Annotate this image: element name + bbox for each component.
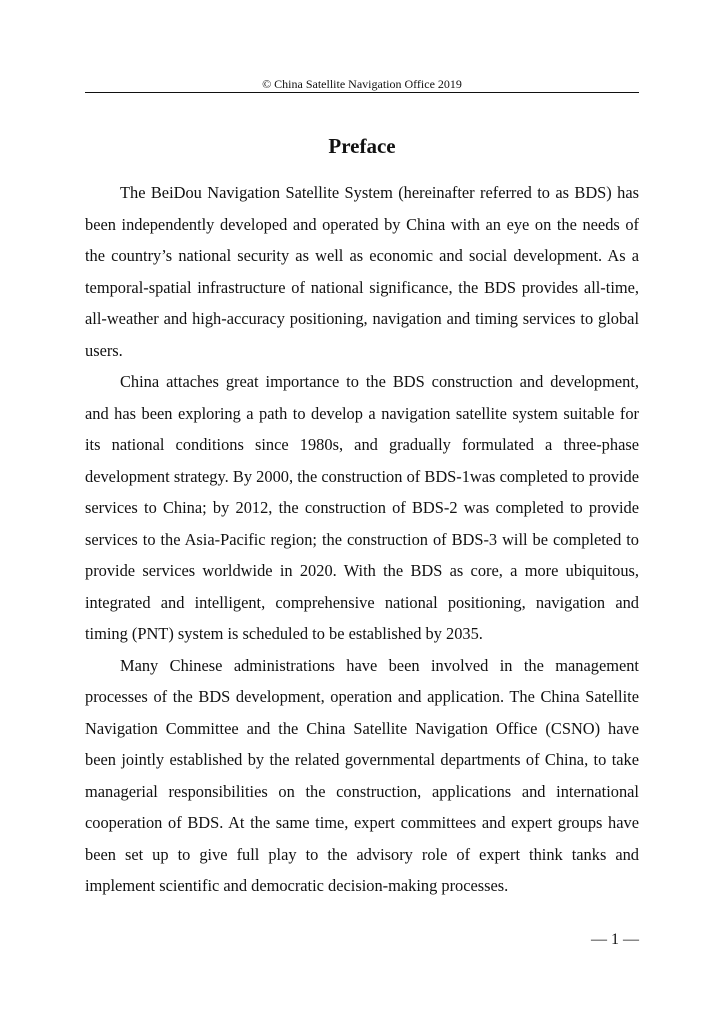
page-header: © China Satellite Navigation Office 2019 xyxy=(262,77,462,91)
section-title: Preface xyxy=(328,134,396,158)
paragraph-3: Many Chinese administrations have been involved in the management processes of the BDS development, operation and application. The China Satellite Navigation Committee and the China Satellite Navigation Office (CSNO) have been jointly established by the related governmental departments of China, to take managerial responsibilities on the construction, applications and international cooperation of BDS. At the same time, expert committees and expert groups have been set up to give full play to the advisory role of expert think tanks and implement scientific and democratic decision-making processes. xyxy=(85,655,639,895)
paragraph-2: China attaches great importance to the BDS construction and development, and has been exploring a path to develop a navigation satellite system suitable for its national conditions since 1980s, and gradually formulated a three-phase development strategy. By 2000, the construction of BDS-1was completed to provide services to China; by 2012, the construction of BDS-2 was completed to provide services to the Asia-Pacific region; the construction of BDS-3 will be completed to provide services worldwide in 2020. With the BDS as core, a more ubiquitous, integrated and intelligent, comprehensive national positioning, navigation and timing (PNT) system is scheduled to be established by 2035. xyxy=(85,372,639,643)
paragraph-1: The BeiDou Navigation Satellite System (hereinafter referred to as BDS) has been independently developed and operated by China with an eye on the needs of the country’s national security as well as economic and social development. As a temporal-spatial infrastructure of national significance, the BDS provides all-time, all-weather and high-accuracy positioning, navigation and timing services to global users. xyxy=(85,183,639,360)
page-number: — 1 — xyxy=(591,931,639,948)
header-rule xyxy=(85,92,639,93)
document-body xyxy=(85,177,639,902)
